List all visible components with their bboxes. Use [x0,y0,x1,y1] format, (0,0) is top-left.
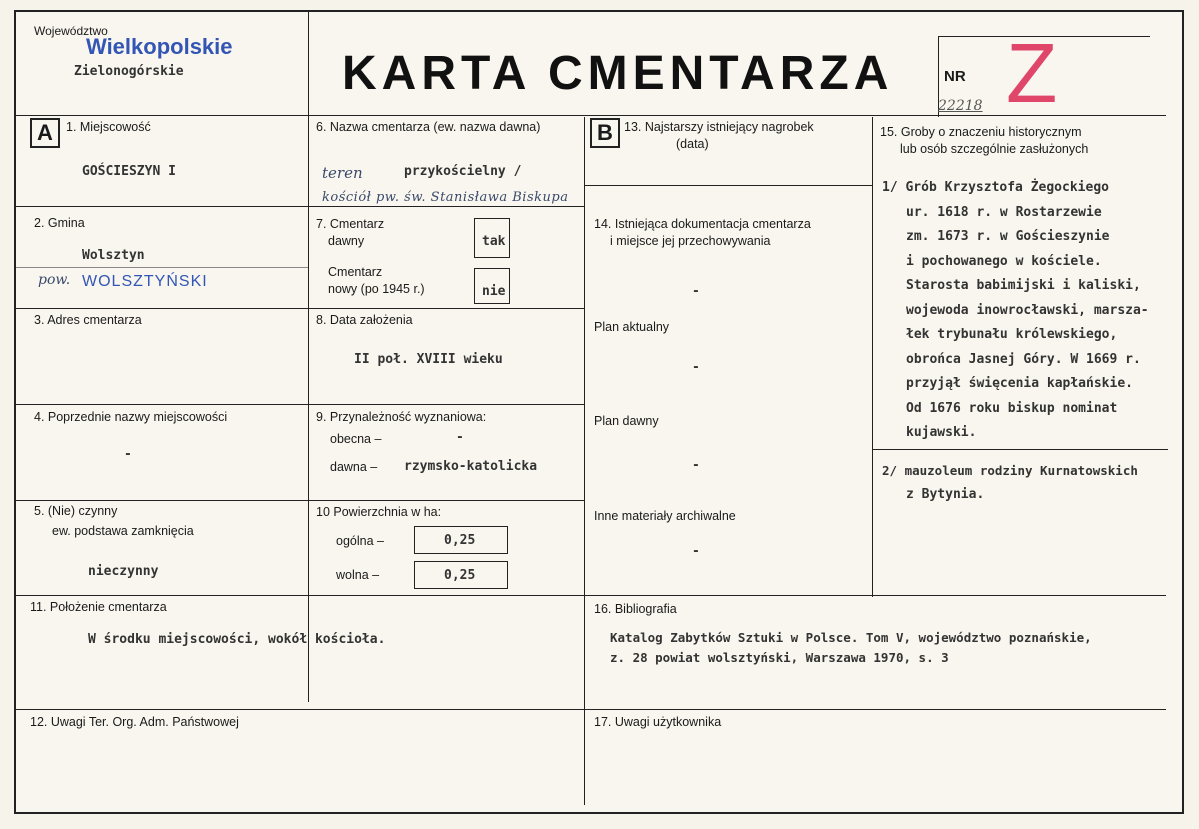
field-8-value: II poł. XVIII wieku [354,352,503,367]
field-2-pow-label: pow. [38,272,71,288]
nr-value: 22218 [938,98,983,114]
field-1-label: 1. Miejscowość [66,120,151,134]
inne-materialy-label: Inne materiały archiwalne [594,509,736,523]
field-10-ogolna-value: 0,25 [444,533,476,548]
nr-mark: Z [1006,26,1058,120]
field-9-dawna-value: rzymsko-katolicka [404,459,538,474]
field-3-label: 3. Adres cmentarza [34,313,142,327]
inne-materialy-value: - [692,544,700,559]
wojewodztwo-label: Województwo [34,24,108,38]
entry-line: łek trybunału królewskiego, [906,327,1118,342]
plan-aktualny-label: Plan aktualny [594,320,670,334]
field-4-label: 4. Poprzednie nazwy miejscowości [34,410,228,424]
field-13-label: 13. Najstarszy istniejący nagrobek [624,120,814,134]
field-16-line-2: z. 28 powiat wolsztyński, Warszawa 1970, s. 3 [610,650,949,665]
field-13-sublabel: (data) [676,137,709,151]
entry-line: Od 1676 roku biskup nominat [906,400,1118,416]
field-15-label: 15. Groby o znaczeniu historycznym [880,125,1082,139]
field-17-label: 17. Uwagi użytkownika [594,715,722,729]
divider [16,595,1166,596]
nr-label: NR [944,68,966,85]
field-15-entry-2 [882,459,1138,507]
field-5-label: 5. (Nie) czynny [34,504,118,518]
plan-dawny-value: - [692,458,700,473]
divider [16,206,584,207]
field-2-value: Wolsztyn [82,248,145,263]
entry-line: 1/ Grób Krzysztofa Żegockiego [882,180,1109,195]
field-16-label: 16. Bibliografia [594,602,677,616]
field-10-wolna-value: 0,25 [444,568,476,583]
field-1-value: GOŚCIESZYN I [82,164,176,179]
field-15-entry-1 [882,176,1149,446]
divider [872,117,873,597]
field-7-label: 7. Cmentarz [316,217,385,231]
section-b-letter: B [590,118,620,148]
field-7-nowy-sublabel: nowy (po 1945 r.) [328,282,425,296]
field-6-typed-1: przykościelny / [404,164,522,179]
entry-line: przyjął święcenia kapłańskie. [906,376,1133,391]
entry-line: kujawski. [906,425,977,440]
divider [16,500,584,501]
field-11-label: 11. Położenie cmentarza [30,600,167,614]
field-16-line-1: Katalog Zabytków Sztuki w Polsce. Tom V, województwo poznańskie, [610,630,1092,645]
page-title: KARTA CMENTARZA [342,47,894,100]
divider [16,115,1166,116]
plan-dawny-label: Plan dawny [594,414,659,428]
entry-line: 2/ mauzoleum rodziny Kurnatowskich [882,463,1138,478]
cemetery-card [14,10,1184,814]
field-7-nowy-value: nie [482,284,506,299]
divider [584,117,585,805]
field-15-sublabel: lub osób szczególnie zasłużonych [900,142,1089,156]
divider [16,709,1166,710]
field-9-obecna-value: - [456,430,464,445]
field-6-hand-1: teren [322,164,363,182]
field-4-value: - [124,447,132,462]
field-7-dawny-value: tak [482,234,506,249]
divider [16,267,308,268]
field-7-nowy-label: Cmentarz [328,265,383,279]
entry-line: obrońca Jasnej Góry. W 1669 r. [906,351,1141,367]
entry-line: i pochowanego w kościele. [906,253,1102,269]
field-10-wolna-label: wolna – [336,568,380,582]
entry-line: Starosta babimijski i kaliski, [906,278,1141,293]
field-6-hand-2: kościół pw. św. Stanisława Biskupa [322,190,569,205]
field-9-label: 9. Przynależność wyznaniowa: [316,410,487,424]
entry-line: z Bytynia. [906,487,985,502]
field-6-label: 6. Nazwa cmentarza (ew. nazwa dawna) [316,120,541,134]
divider [584,185,872,186]
field-5-sublabel: ew. podstawa zamknięcia [52,524,194,538]
field-9-obecna-label: obecna – [330,432,382,446]
field-14-sublabel: i miejsce jej przechowywania [610,234,771,248]
plan-aktualny-value: - [692,360,700,375]
divider [872,449,1168,450]
wojewodztwo-old: Zielonogórskie [74,64,184,79]
wojewodztwo-stamp: Wielkopolskie [86,34,233,59]
field-10-ogolna-label: ogólna – [336,534,384,548]
field-7-dawny-label: dawny [328,234,365,248]
entry-line: ur. 1618 r. w Rostarzewie [906,204,1102,220]
field-14-value: - [692,284,700,299]
section-a-letter: A [30,118,60,148]
entry-line: wojewoda inowrocławski, marsza- [906,302,1149,318]
field-12-label: 12. Uwagi Ter. Org. Adm. Państwowej [30,715,239,729]
field-8-label: 8. Data założenia [316,313,413,327]
field-9-dawna-label: dawna – [330,460,378,474]
field-11-value: W środku miejscowości, wokół kościoła. [88,632,386,647]
divider [16,404,584,405]
field-10-label: 10 Powierzchnia w ha: [316,505,442,519]
field-5-value: nieczynny [88,564,159,579]
entry-line: zm. 1673 r. w Gościeszynie [906,229,1110,244]
field-2-pow-value: WOLSZTYŃSKI [82,273,208,290]
field-14-label: 14. Istniejąca dokumentacja cmentarza [594,217,811,231]
field-2-label: 2. Gmina [34,216,85,230]
divider [16,308,584,309]
